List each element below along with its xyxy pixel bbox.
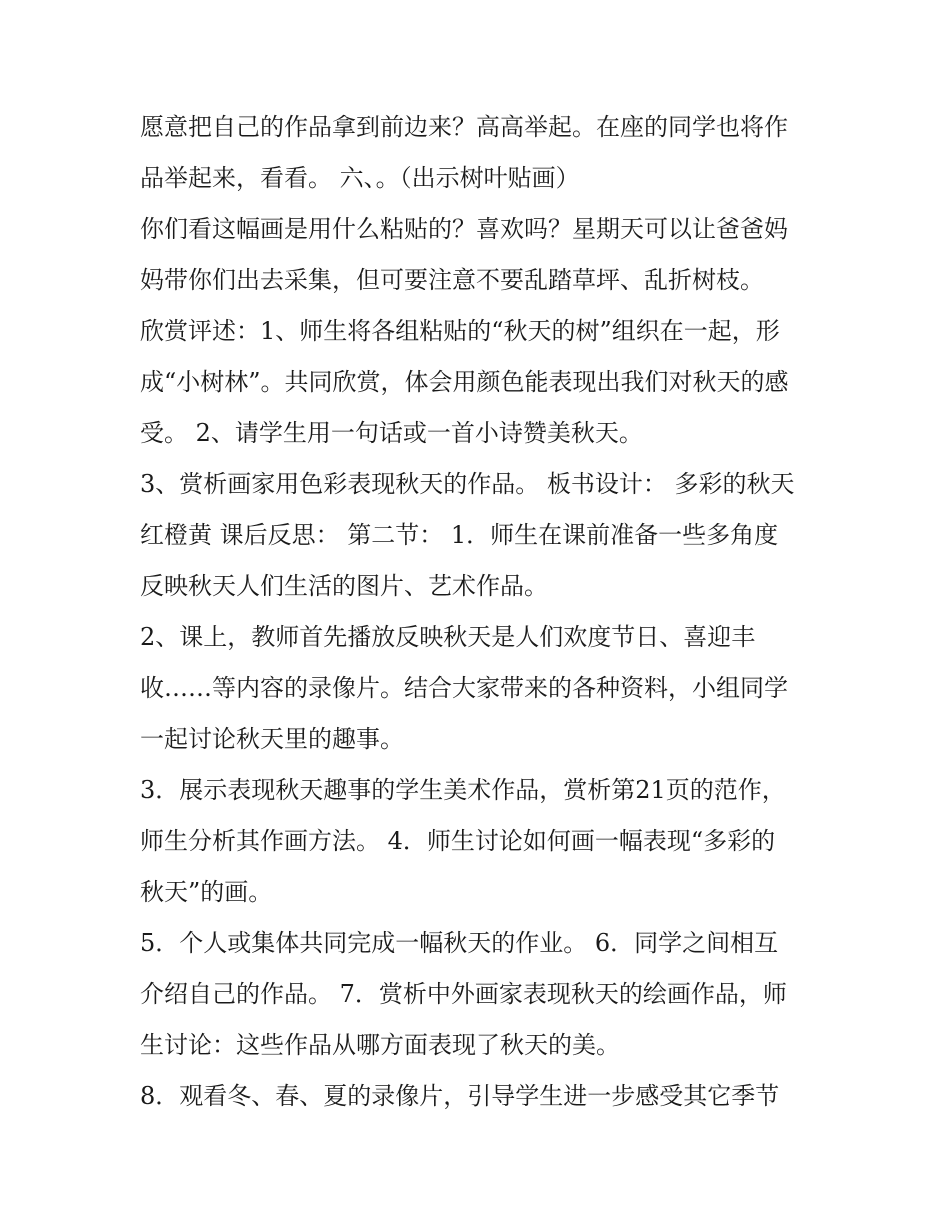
text-line-14: 3．展示表现秋天趣事的学生美术作品，赏析第21页的范作， (140, 776, 786, 804)
text-line-10: 反映秋天人们生活的图片、艺术作品。 (140, 572, 548, 600)
text-line-16: 秋天”的画。 (140, 878, 273, 906)
text-line-2: 品举起来，看看。 六、。（出示树叶贴画） (140, 164, 580, 192)
text-line-4: 妈带你们出去采集，但可要注意不要乱踏草坪、乱折树枝。 (140, 266, 764, 294)
text-line-18: 介绍自己的作品。 7．赏析中外画家表现秋天的绘画作品，师 (140, 980, 787, 1008)
text-line-5: 欣赏评述：1、师生将各组粘贴的“秋天的树”组织在一起，形 (140, 317, 780, 345)
text-line-20: 8．观看冬、春、夏的录像片，引导学生进一步感受其它季节 (140, 1082, 780, 1110)
text-line-3: 你们看这幅画是用什么粘贴的？喜欢吗？星期天可以让爸爸妈 (140, 215, 788, 243)
text-line-1: 愿意把自己的作品拿到前边来？高高举起。在座的同学也将作 (140, 113, 788, 141)
body-text (140, 102, 830, 1122)
text-line-17: 5．个人或集体共同完成一幅秋天的作业。 6．同学之间相互 (140, 929, 779, 957)
text-line-11: 2、课上，教师首先播放反映秋天是人们欢度节日、喜迎丰 (140, 623, 756, 651)
text-line-15: 师生分析其作画方法。 4．师生讨论如何画一幅表现“多彩的 (140, 827, 776, 855)
text-line-9: 红橙黄 课后反思： 第二节： 1．师生在课前准备一些多角度 (140, 521, 779, 549)
text-line-19: 生讨论：这些作品从哪方面表现了秋天的美。 (140, 1031, 620, 1059)
text-line-13: 一起讨论秋天里的趣事。 (140, 725, 404, 753)
text-line-6: 成“小树林”。共同欣赏，体会用颜色能表现出我们对秋天的感 (140, 368, 789, 396)
text-line-12: 收……等内容的录像片。结合大家带来的各种资料，小组同学 (140, 674, 788, 702)
text-line-8: 3、赏析画家用色彩表现秋天的作品。 板书设计： 多彩的秋天 (140, 470, 795, 498)
text-line-7: 受。 2、请学生用一句话或一首小诗赞美秋天。 (140, 419, 643, 447)
